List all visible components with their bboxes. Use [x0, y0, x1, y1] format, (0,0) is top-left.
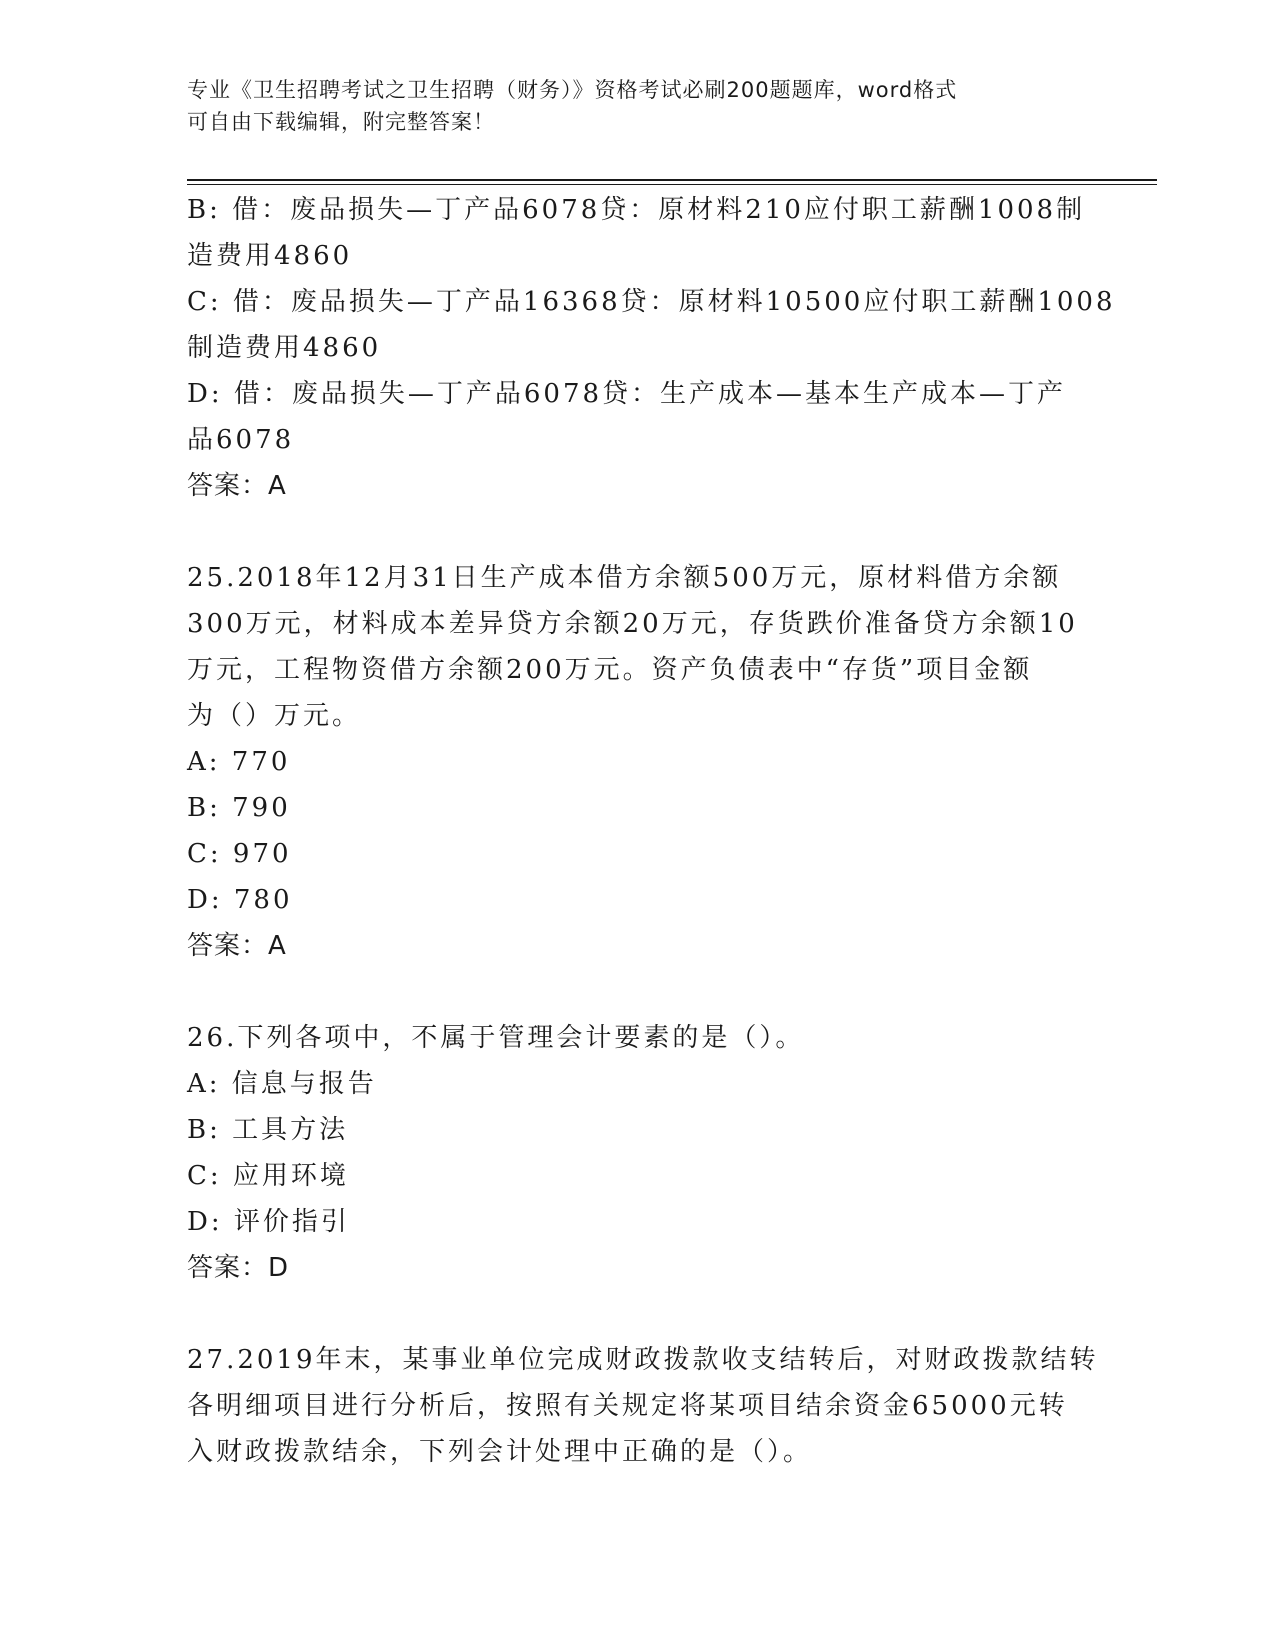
question-24 [187, 187, 1116, 509]
option-b-line-1: B: 借：废品损失—丁产品6078贷：原材料210应付职工薪酬1008制 [187, 195, 1086, 225]
question-stem-line-4: 为（）万元。 [187, 701, 362, 731]
option-a: A: 信息与报告 [187, 1069, 377, 1099]
header-title-line-2: 可自由下载编辑，附完整答案！ [187, 110, 495, 134]
option-a: A: 770 [187, 747, 291, 777]
question-stem-line-1: 27.2019年末，某事业单位完成财政拨款收支结转后，对财政拨款结转 [187, 1345, 1099, 1375]
option-c: C: 970 [187, 839, 292, 869]
answer-label: 答案：A [187, 931, 287, 961]
option-b: B: 工具方法 [187, 1115, 349, 1145]
question-stem-line-3: 万元，工程物资借方余额200万元。资产负债表中“存货”项目金额 [187, 655, 1033, 685]
question-stem-line-1: 26.下列各项中，不属于管理会计要素的是（）。 [187, 1023, 805, 1053]
answer-label: 答案：D [187, 1253, 290, 1283]
question-stem-line-2: 300万元，材料成本差异贷方余额20万元，存货跌价准备贷方余额10 [187, 609, 1078, 639]
option-c-line-2: 制造费用4860 [187, 333, 382, 363]
header-divider-thick [187, 179, 1157, 181]
header-divider-thin [187, 184, 1157, 185]
document-body [187, 187, 1116, 1475]
spacer [187, 509, 1087, 555]
question-25 [187, 555, 1087, 969]
option-c: C: 应用环境 [187, 1161, 349, 1191]
question-stem-line-1: 25.2018年12月31日生产成本借方余额500万元，原材料借方余额 [187, 563, 1062, 593]
option-d-line-2: 品6078 [187, 425, 295, 455]
option-d: D: 评价指引 [187, 1207, 350, 1237]
spacer [187, 1291, 1087, 1337]
spacer [187, 969, 1087, 1015]
option-c-line-1: C: 借：废品损失—丁产品16368贷：原材料10500应付职工薪酬1008 [187, 287, 1116, 317]
option-b-line-2: 造费用4860 [187, 241, 353, 271]
option-d-line-1: D: 借：废品损失—丁产品6078贷：生产成本—基本生产成本—丁产 [187, 379, 1067, 409]
question-stem-line-2: 各明细项目进行分析后，按照有关规定将某项目结余资金65000元转 [187, 1391, 1068, 1421]
header-title-line-1: 专业《卫生招聘考试之卫生招聘（财务）》资格考试必刷200题题库，word格式 [187, 78, 958, 102]
question-stem-line-3: 入财政拨款结余，下列会计处理中正确的是（）。 [187, 1437, 813, 1467]
question-26 [187, 1015, 1087, 1291]
answer-label: 答案：A [187, 471, 287, 501]
question-27 [187, 1337, 1099, 1475]
option-d: D: 780 [187, 885, 293, 915]
document-header [187, 74, 1087, 138]
option-b: B: 790 [187, 793, 291, 823]
